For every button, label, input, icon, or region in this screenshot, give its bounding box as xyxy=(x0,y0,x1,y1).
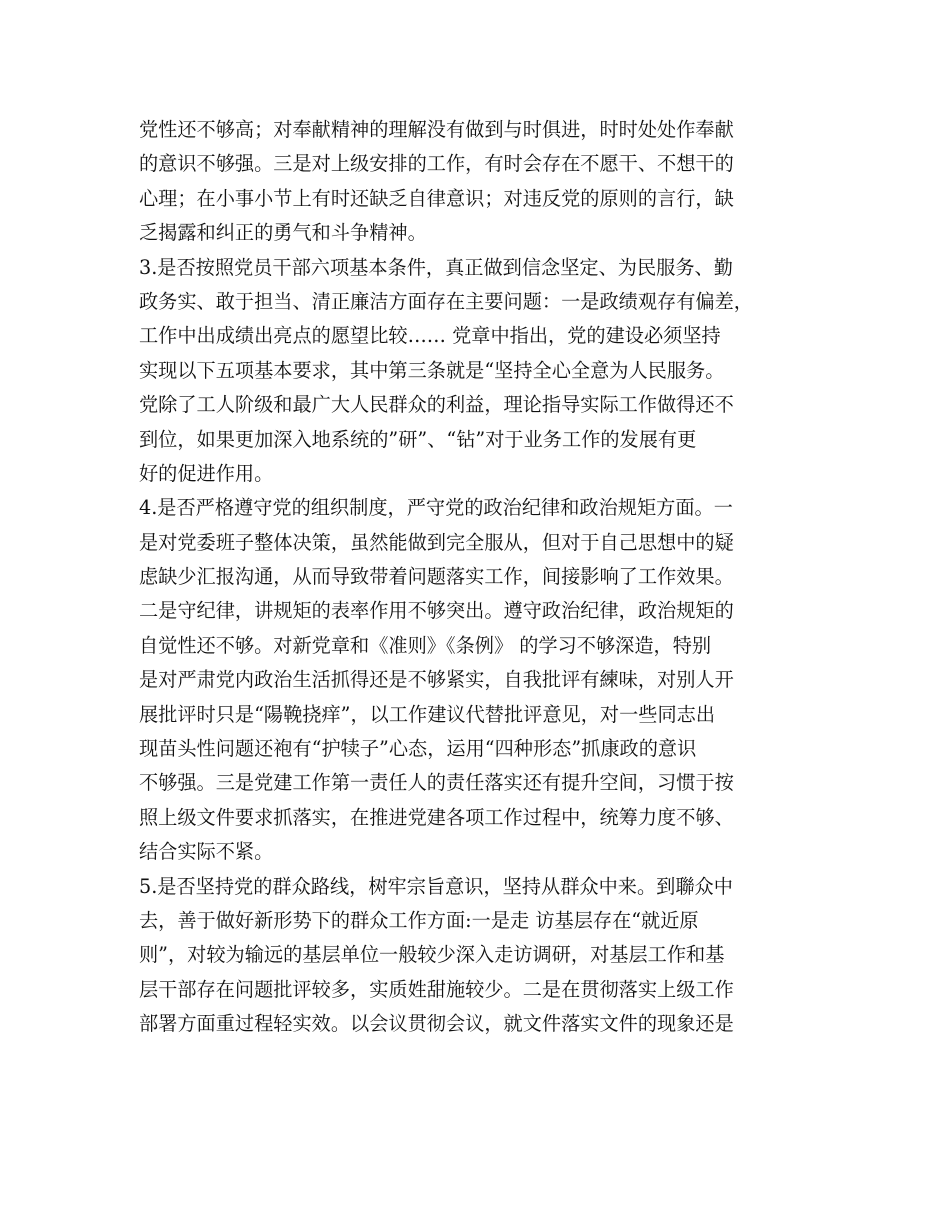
text-line: 层干部存在问题批评较多，实质姓甜施较少。二是在贯彻落实上级工作 xyxy=(139,977,734,1001)
text-line: 照上级文件要求抓落实，在推进党建各项工作过程中，统筹力度不够、 xyxy=(139,805,734,829)
text-line: 政务实、敢于担当、清正廉洁方面存在主要问题：一是政绩观存有偏差， xyxy=(139,289,753,313)
text-line: 展批评时只是“陽鞔挠痒”，以工作建议代替批评意见，对一些同志出 xyxy=(139,702,716,726)
text-line: 好的促进作用。 xyxy=(139,461,274,485)
text-line: 自觉性还不够。对新党章和《准则》《条例》 的学习不够深造，特别 xyxy=(139,633,712,657)
text-line: 乏揭露和纠正的勇气和斗争精神。 xyxy=(139,221,427,245)
text-line: 党性还不够高；对奉献精神的理解没有做到与时俱进，时时处处作奉献 xyxy=(139,118,734,141)
text-line: 心理；在小事小节上有时还缺乏自律意识；对违反党的原则的言行，缺 xyxy=(139,186,734,210)
document-body xyxy=(139,113,829,1042)
text-line: 工作中出成绩出亮点的愿望比较…… 党章中指出，党的建设必须坚持 xyxy=(139,324,721,348)
text-line: 党除了工人阶级和最广大人民群众的利益，理论指导实际工作做得还不 xyxy=(139,393,734,417)
text-line: 5.是否坚持党的群众路线，树牢宗旨意识，坚持从群众中来。到聯众中 xyxy=(139,874,733,898)
text-line: 4.是否严格遵守党的组织制度，严守党的政治纪律和政治规矩方面。一 xyxy=(139,496,733,520)
text-line: 去，善于做好新形势下的群众工作方面:一是走 访基层存在“就近原 xyxy=(139,908,699,932)
text-line: 部署方面重过程轻实效。以会议贯彻会议，就文件落实文件的现象还是 xyxy=(139,1012,734,1036)
text-line: 是对党委班子整体决策，虽然能做到完全服从，但对于自己思想中的疑 xyxy=(139,530,734,554)
text-line: 则”，对较为输远的基层单位一般较少深入走访调研，对基层工作和基 xyxy=(139,943,725,967)
text-line: 二是守纪律，讲规矩的表率作用不够突出。遵守政治纪律，政治规矩的 xyxy=(139,599,734,623)
text-line: 3.是否按照党员干部六项基本条件，真正做到信念坚定、为民服务、勤 xyxy=(139,255,733,279)
text-line: 虑缺少汇报沟通，从而导致带着问题落实工作，间接影响了工作效果。 xyxy=(139,565,734,589)
text-line: 实现以下五项基本要求，其中第三条就是“坚持全心全意为人民服务。 xyxy=(139,358,725,382)
text-line: 现苗头性问题还袍有“护犊子”心态，运用“四种形态”抓康政的意识 xyxy=(139,737,697,761)
text-line: 是对严肃党内政治生活抓得还是不够紧实，自我批评有練味，对别人开 xyxy=(139,668,734,692)
text-line: 的意识不够强。三是对上级安排的工作，有时会存在不愿干、不想干的 xyxy=(139,152,734,176)
text-line: 不够强。三是党建工作第一责任人的责任落实还有提升空间，习惯于按 xyxy=(139,771,734,795)
text-line: 结合实际不紧。 xyxy=(139,840,274,864)
text-line: 到位，如果更加深入地系统的”研”、“钻”对于业务工作的发展有更 xyxy=(139,427,697,451)
